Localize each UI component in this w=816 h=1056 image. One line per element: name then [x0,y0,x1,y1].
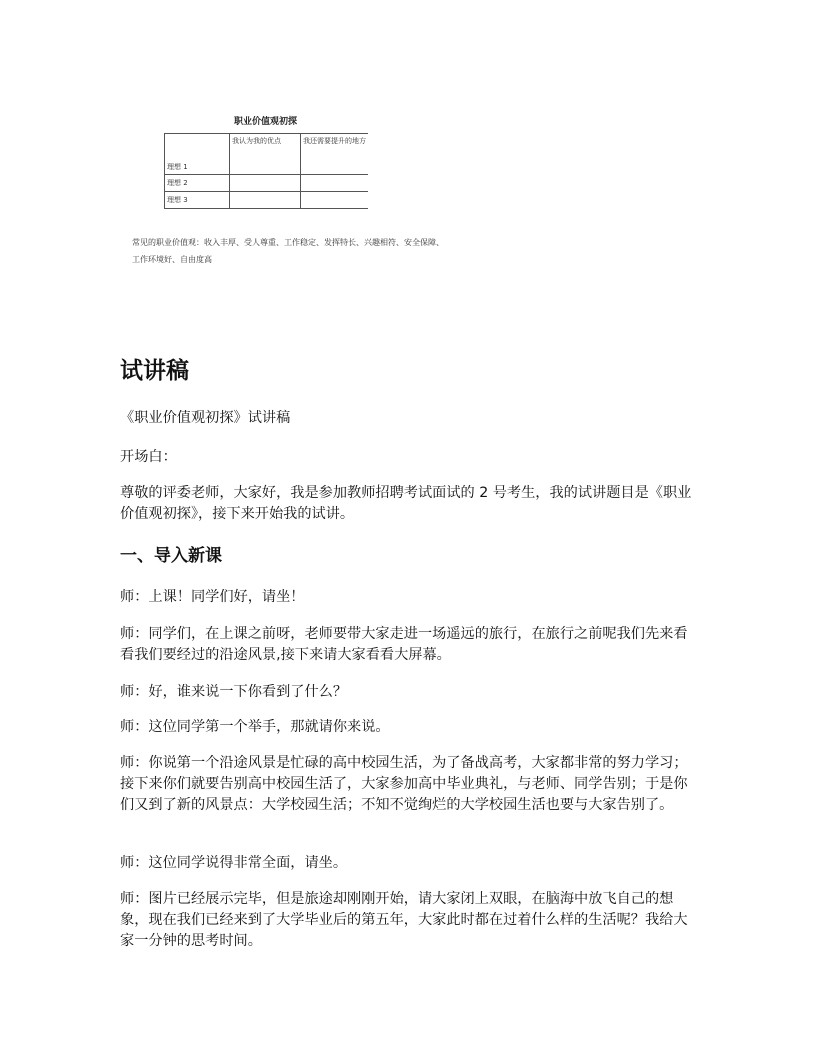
table-cell [230,192,301,209]
paragraph: 师：好，谁来说一下你看到了什么？ [120,684,348,700]
paragraph: 师：上课！同学们好，请坐！ [120,589,305,605]
table-cell [301,192,369,209]
table-row [165,192,369,209]
paragraph: 师：同学们，在上课之前呀，老师要带大家走进一场遥远的旅行，在旅行之前呢我们先来看看我们要经过的沿途风景,接下来请大家看看大屏幕。 [120,626,688,663]
worksheet-title: 职业价值观初探 [234,117,298,127]
worksheet-image [120,108,465,268]
opening-label: 开场白： [120,449,177,465]
paragraph: 师：你说第一个沿途风景是忙碌的高中校园生活，为了备战高考，大家都非常的努力学习；接下来你们就要告别高中校园生活了，大家参加高中毕业典礼，与老师、同学告别；于是你们又到了新的风景点：大学校园生活；不知不觉绚烂的大学校园生活也要与大家告别了。 [120,755,688,813]
worksheet-table [164,133,368,209]
table-cell: 理想 1 [165,134,230,175]
table-cell [230,175,301,192]
table-cell: 理想 3 [165,192,230,209]
table-row [165,134,369,175]
page-title: 试讲稿 [120,358,189,384]
paragraph: 师：图片已经展示完毕，但是旅途却刚刚开始，请大家闭上双眼，在脑海中放飞自己的想象，现在我们已经来到了大学毕业后的第五年，大家此时都在过着什么样的生活呢？我给大家一分钟的思考时间。 [120,891,688,949]
opening-paragraph: 尊敬的评委老师，大家好，我是参加教师招聘考试面试的 2 号考生，我的试讲题目是《职业价值观初探》，接下来开始我的试讲。 [120,485,692,522]
table-cell [301,175,369,192]
table-header-cell: 我认为我的优点 [230,134,301,175]
paragraph: 师：这位同学说得非常全面，请坐。 [120,855,348,871]
lecture-title-line: 《职业价值观初探》试讲稿 [120,410,291,426]
worksheet-note: 常见的职业价值观：收入丰厚、受人尊重、工作稳定、发挥特长、兴趣相符、安全保障、 工作环境好、自由度高 [132,238,444,264]
paragraph: 师：这位同学第一个举手，那就请你来说。 [120,719,390,735]
table-row [165,175,369,192]
table-header-cell: 我还需要提升的地方 [301,134,369,175]
table-cell: 理想 2 [165,175,230,192]
section-heading: 一、导入新课 [120,546,222,566]
